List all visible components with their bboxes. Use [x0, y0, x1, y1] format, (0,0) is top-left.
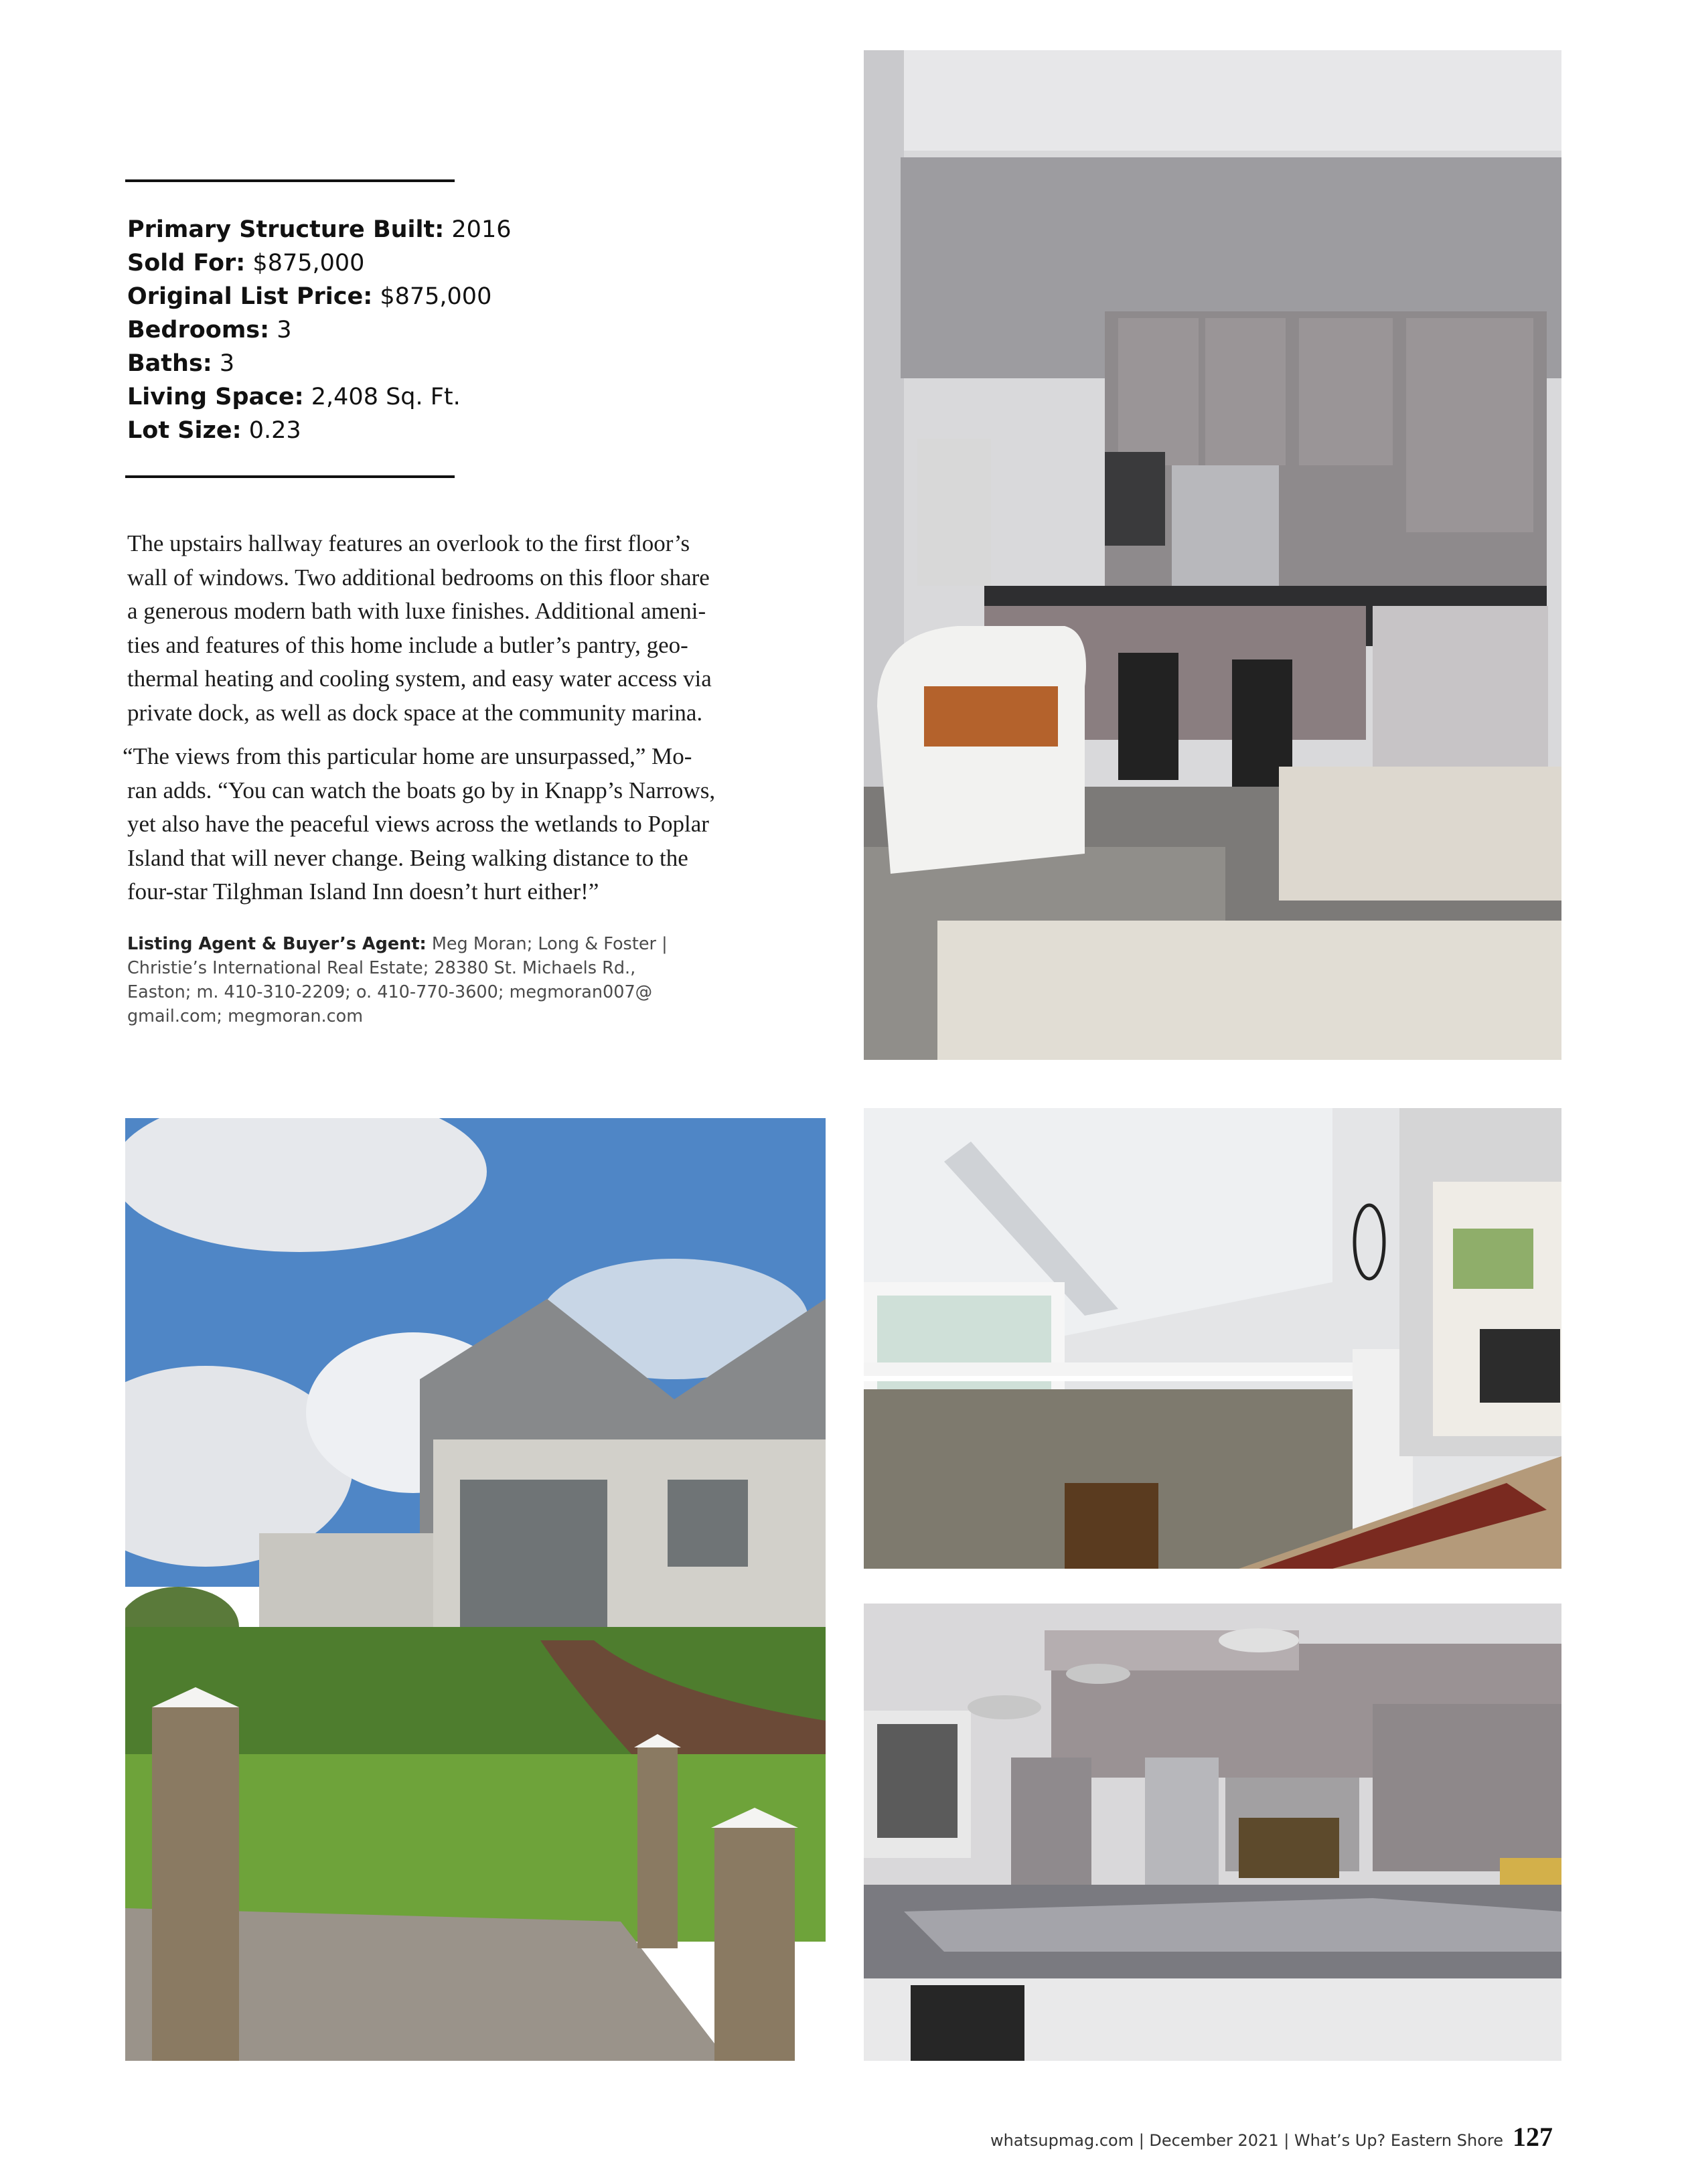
agent-info: [127, 932, 703, 1028]
bottom-rule: [125, 475, 455, 478]
agent-line: Christie’s International Real Estate; 28380 St. Michaels Rd.,: [127, 958, 636, 978]
exterior-dock-photo: [125, 1118, 826, 2061]
upstairs-hallway-photo: [864, 1108, 1561, 1569]
text-line: wall of windows. Two additional bedrooms on this floor share: [127, 564, 710, 591]
fact-label: Living Space:: [127, 384, 304, 410]
text-line: a generous modern bath with luxe finishes. Additional ameni-: [127, 598, 706, 624]
text-line: private dock, as well as dock space at the community marina.: [127, 699, 703, 726]
text-line: The upstairs hallway features an overlook to the first floor’s: [127, 530, 690, 556]
fact-row: [127, 213, 512, 246]
fact-value: 0.23: [241, 417, 301, 444]
agent-text: Meg Moran; Long & Foster |: [426, 934, 668, 954]
text-line: yet also have the peaceful views across the wetlands to Poplar: [127, 811, 709, 837]
paragraph-upstairs: [127, 527, 733, 730]
fact-value: $875,000: [372, 283, 492, 310]
fact-label: Bedrooms:: [127, 317, 270, 343]
agent-line: Easton; m. 410-310-2209; o. 410-770-3600; megmoran007@: [127, 982, 653, 1002]
fact-label: Lot Size:: [127, 417, 242, 444]
fact-row: [127, 380, 502, 414]
fact-label: Sold For:: [127, 250, 246, 277]
fact-value: 2016: [444, 216, 512, 243]
fact-label: Primary Structure Built:: [127, 216, 445, 243]
fact-row: [127, 313, 502, 347]
fact-value: 3: [212, 350, 235, 377]
text-line: ties and features of this home include a butler’s pantry, geo-: [127, 631, 688, 658]
fact-row: [127, 280, 502, 313]
fact-row: [127, 246, 502, 280]
agent-label: Listing Agent & Buyer’s Agent:: [127, 934, 427, 954]
living-room-kitchen-photo: [864, 50, 1561, 1060]
fact-label: Original List Price:: [127, 283, 373, 310]
text-line: thermal heating and cooling system, and easy water access via: [127, 666, 712, 692]
page-number: 127: [1513, 2122, 1553, 2152]
text-line: four-star Tilghman Island Inn doesn’t hurt either!”: [127, 878, 599, 905]
fact-label: Baths:: [127, 350, 212, 377]
fact-row: [127, 414, 502, 447]
fact-value: 2,408 Sq. Ft.: [303, 384, 461, 410]
text-line: “The views from this particular home are unsurpassed,” Mo-: [123, 743, 692, 769]
fact-value: $875,000: [245, 250, 365, 277]
text-line: Island that will never change. Being walking distance to the: [127, 844, 688, 871]
fact-value: 3: [269, 317, 292, 343]
agent-line: [127, 932, 703, 956]
fact-row: [127, 347, 502, 380]
agent-line: gmail.com; megmoran.com: [127, 1006, 364, 1026]
text-line: ran adds. “You can watch the boats go by in Knapp’s Narrows,: [127, 777, 716, 803]
property-facts: [127, 213, 512, 447]
page-footer: [990, 2121, 1553, 2153]
kitchen-photo: [864, 1604, 1561, 2061]
footer-text: whatsupmag.com | December 2021 | What’s Up? Eastern Shore: [990, 2131, 1503, 2150]
paragraph-quote: [123, 740, 729, 909]
top-rule: [125, 179, 455, 182]
